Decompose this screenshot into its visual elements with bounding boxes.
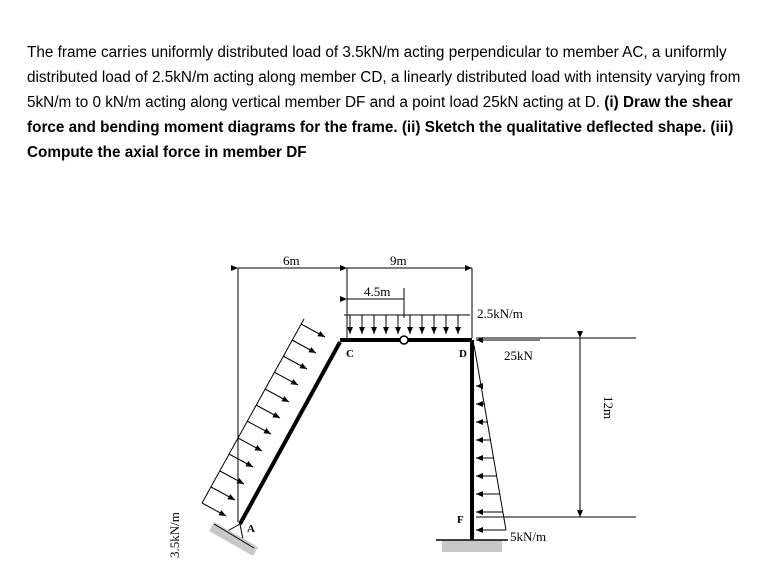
node-c-label: C — [346, 348, 354, 360]
load-cd-arrows — [344, 315, 470, 334]
internal-hinge — [400, 336, 408, 344]
node-d-label: D — [459, 348, 467, 360]
dim-12m-label: 12m — [601, 396, 616, 420]
load-ac-arrows — [202, 319, 325, 516]
dimension-top — [238, 268, 472, 522]
node-a-label: A — [247, 523, 255, 535]
dim-9m-label: 9m — [390, 253, 407, 268]
support-f — [436, 540, 508, 552]
load-cd-label: 2.5kN/m — [477, 306, 523, 321]
load-df-arrows — [474, 345, 506, 530]
problem-intro: The frame carries uniformly distributed load of 3.5kN/m acting perpendicular to member AC, a uniformly distributed load of 2.5kN/m acting along member CD, a linearly distributed load with intensity varying from 5kN/m to 0 kN/m acting along vertical member DF and a point load 25kN acting at D. — [27, 44, 741, 111]
dim-4-5m-label: 4.5m — [364, 284, 391, 299]
dimension-vertical — [476, 338, 636, 517]
point-load-label: 25kN — [504, 348, 533, 363]
load-ac-label: 3.5kN/m — [167, 512, 182, 558]
dim-6m-label: 6m — [283, 253, 300, 268]
member-ac — [240, 342, 340, 524]
problem-tasks: (i) Draw the shear force and bending moment diagrams for the frame. (ii) Sketch the qualitative deflected shape. (iii) Compute the axial force in member DF — [27, 94, 734, 161]
node-f-label: F — [457, 514, 464, 526]
load-df-label: 5kN/m — [510, 529, 547, 544]
